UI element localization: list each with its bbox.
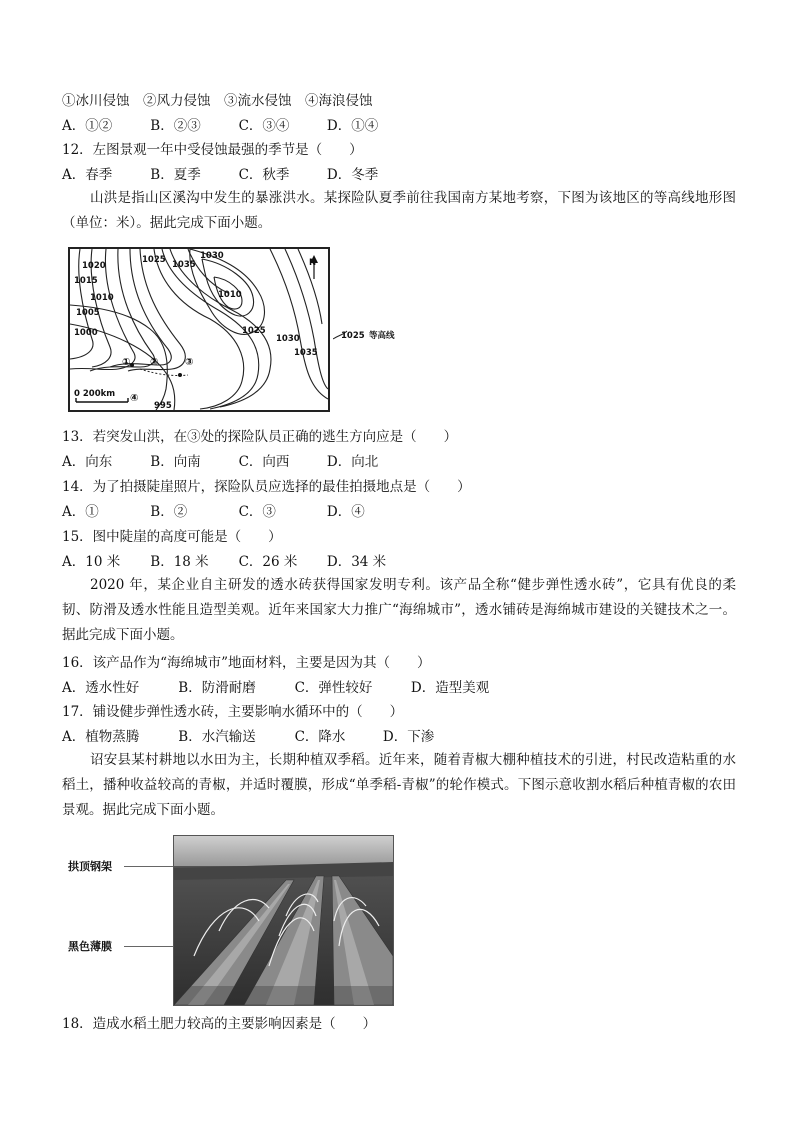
passage-rice: 诏安县某村耕地以水田为主，长期种植双季稻。近年来，随着青椒大棚种植技术的引进，村民改造粘重的水稻土，播种收益较高的青椒，并适时覆膜，形成“单季稻-青椒”的轮作模式。下图示意收割水稻后种植青椒的农田景观。据此完成下面小题。 — [62, 752, 736, 818]
q12-choice-b[interactable]: B．夏季 — [150, 167, 201, 183]
q15-choice-a[interactable]: A．10 米 — [62, 554, 121, 570]
q16-choice-d[interactable]: D．造型美观 — [410, 680, 490, 696]
q12-choice-a[interactable]: A．春季 — [62, 167, 113, 183]
north-label: N — [309, 258, 317, 268]
label-arch-frame: 拱顶钢架 — [68, 860, 112, 873]
q14-choice-b[interactable]: B．② — [150, 504, 188, 520]
q12-choice-c[interactable]: C．秋季 — [238, 167, 290, 183]
q14-choice-d[interactable]: D．④ — [326, 504, 365, 520]
contour-label: 995 — [154, 401, 172, 410]
q17-choice-a[interactable]: A．植物蒸腾 — [62, 729, 140, 745]
point-1: ① — [122, 357, 131, 368]
q17-stem: 17．铺设健步弹性透水砖，主要影响水循环中的（ ） — [62, 704, 404, 720]
q14-choices — [62, 503, 365, 521]
q18-stem: 18．造成水稻土肥力较高的主要影响因素是（ ） — [62, 1016, 377, 1032]
label-black-film: 黑色薄膜 — [68, 940, 112, 953]
q11-options-line: ①冰川侵蚀 ②风力侵蚀 ③流水侵蚀 ④海浪侵蚀 — [62, 93, 373, 109]
q13-choice-d[interactable]: D．向北 — [326, 454, 379, 470]
q16-choice-a[interactable]: A．透水性好 — [62, 680, 140, 696]
point-2: ② — [150, 357, 159, 368]
q11-choice-c[interactable]: C．③④ — [238, 118, 290, 134]
scale-text: 0 200km — [74, 389, 116, 399]
contour-label: 1020 — [82, 261, 106, 271]
q12-choices — [62, 166, 378, 184]
q17-choices — [62, 728, 434, 746]
q16-choices — [62, 679, 489, 697]
q12-stem: 12．左图景观一年中受侵蚀最强的季节是（ ） — [62, 142, 363, 158]
point-4: ④ — [130, 393, 139, 404]
q17-choice-d[interactable]: D．下渗 — [382, 729, 435, 745]
contour-label: 1035 — [172, 260, 196, 270]
contour-label: 1030 — [200, 251, 224, 261]
q14-choice-a[interactable]: A．① — [62, 504, 99, 520]
contour-label: 1005 — [76, 308, 100, 318]
q11-choices — [62, 117, 378, 135]
point-3: ③ — [185, 357, 194, 368]
q15-choice-d[interactable]: D．34 米 — [326, 554, 387, 570]
q14-stem: 14．为了拍摄陡崖照片，探险队员应选择的最佳拍摄地点是（ ） — [62, 479, 471, 495]
q13-choice-a[interactable]: A．向东 — [62, 454, 113, 470]
q15-choice-b[interactable]: B．18 米 — [150, 554, 209, 570]
q11-choice-b[interactable]: B．②③ — [150, 118, 201, 134]
q11-choice-d[interactable]: D．①④ — [326, 118, 379, 134]
scale-bar — [74, 389, 128, 402]
contour-label: 1030 — [276, 334, 300, 344]
q15-choice-c[interactable]: C．26 米 — [238, 554, 298, 570]
contour-map — [68, 247, 330, 412]
q15-stem: 15．图中陡崖的高度可能是（ ） — [62, 529, 282, 545]
q13-choice-b[interactable]: B．向南 — [150, 454, 201, 470]
q11-choice-a[interactable]: A．①② — [62, 118, 113, 134]
q16-stem: 16．该产品作为“海绵城市”地面材料，主要是因为其（ ） — [62, 655, 431, 671]
q13-stem: 13．若突发山洪，在③处的探险队员正确的逃生方向应是（ ） — [62, 429, 458, 445]
north-arrow-icon — [309, 255, 318, 279]
q17-choice-c[interactable]: C．降水 — [294, 729, 346, 745]
q14-choice-c[interactable]: C．③ — [238, 504, 276, 520]
q15-choices — [62, 553, 386, 571]
legend-value: 1025 — [341, 331, 365, 341]
legend-text: 等高线 — [369, 331, 395, 341]
contour-label: 1010 — [90, 293, 114, 303]
q13-choices — [62, 453, 378, 471]
contour-label: 1035 — [294, 348, 318, 358]
q13-choice-c[interactable]: C．向西 — [238, 454, 290, 470]
contour-label: 1025 — [242, 326, 266, 336]
contour-label: 1025 — [142, 255, 166, 265]
passage-flood: 山洪是指山区溪沟中发生的暴涨洪水。某探险队夏季前往我国南方某地考察，下图为该地区的等高线地形图（单位：米）。据此完成下面小题。 — [62, 190, 736, 231]
contour-label: 1000 — [74, 328, 98, 338]
contour-label: 1015 — [74, 276, 98, 286]
q12-choice-d[interactable]: D．冬季 — [326, 167, 379, 183]
contour-label: 1010 — [218, 290, 242, 300]
q17-choice-b[interactable]: B．水汽输送 — [178, 729, 256, 745]
field-photo-svg — [174, 836, 393, 1005]
map-legend — [333, 327, 403, 343]
passage-brick: 2020 年，某企业自主研发的透水砖获得国家发明专利。该产品全称“健步弹性透水砖”，它具有优良的柔韧、防滑及透水性能且造型美观。近年来国家大力推广“海绵城市”，透水铺砖是海绵城市建设的关键技术之一。据此完成下面小题。 — [62, 577, 736, 643]
field-photo — [173, 835, 394, 1006]
q16-choice-b[interactable]: B．防滑耐磨 — [178, 680, 256, 696]
contour-map-svg — [70, 249, 328, 410]
q16-choice-c[interactable]: C．弹性较好 — [294, 680, 373, 696]
